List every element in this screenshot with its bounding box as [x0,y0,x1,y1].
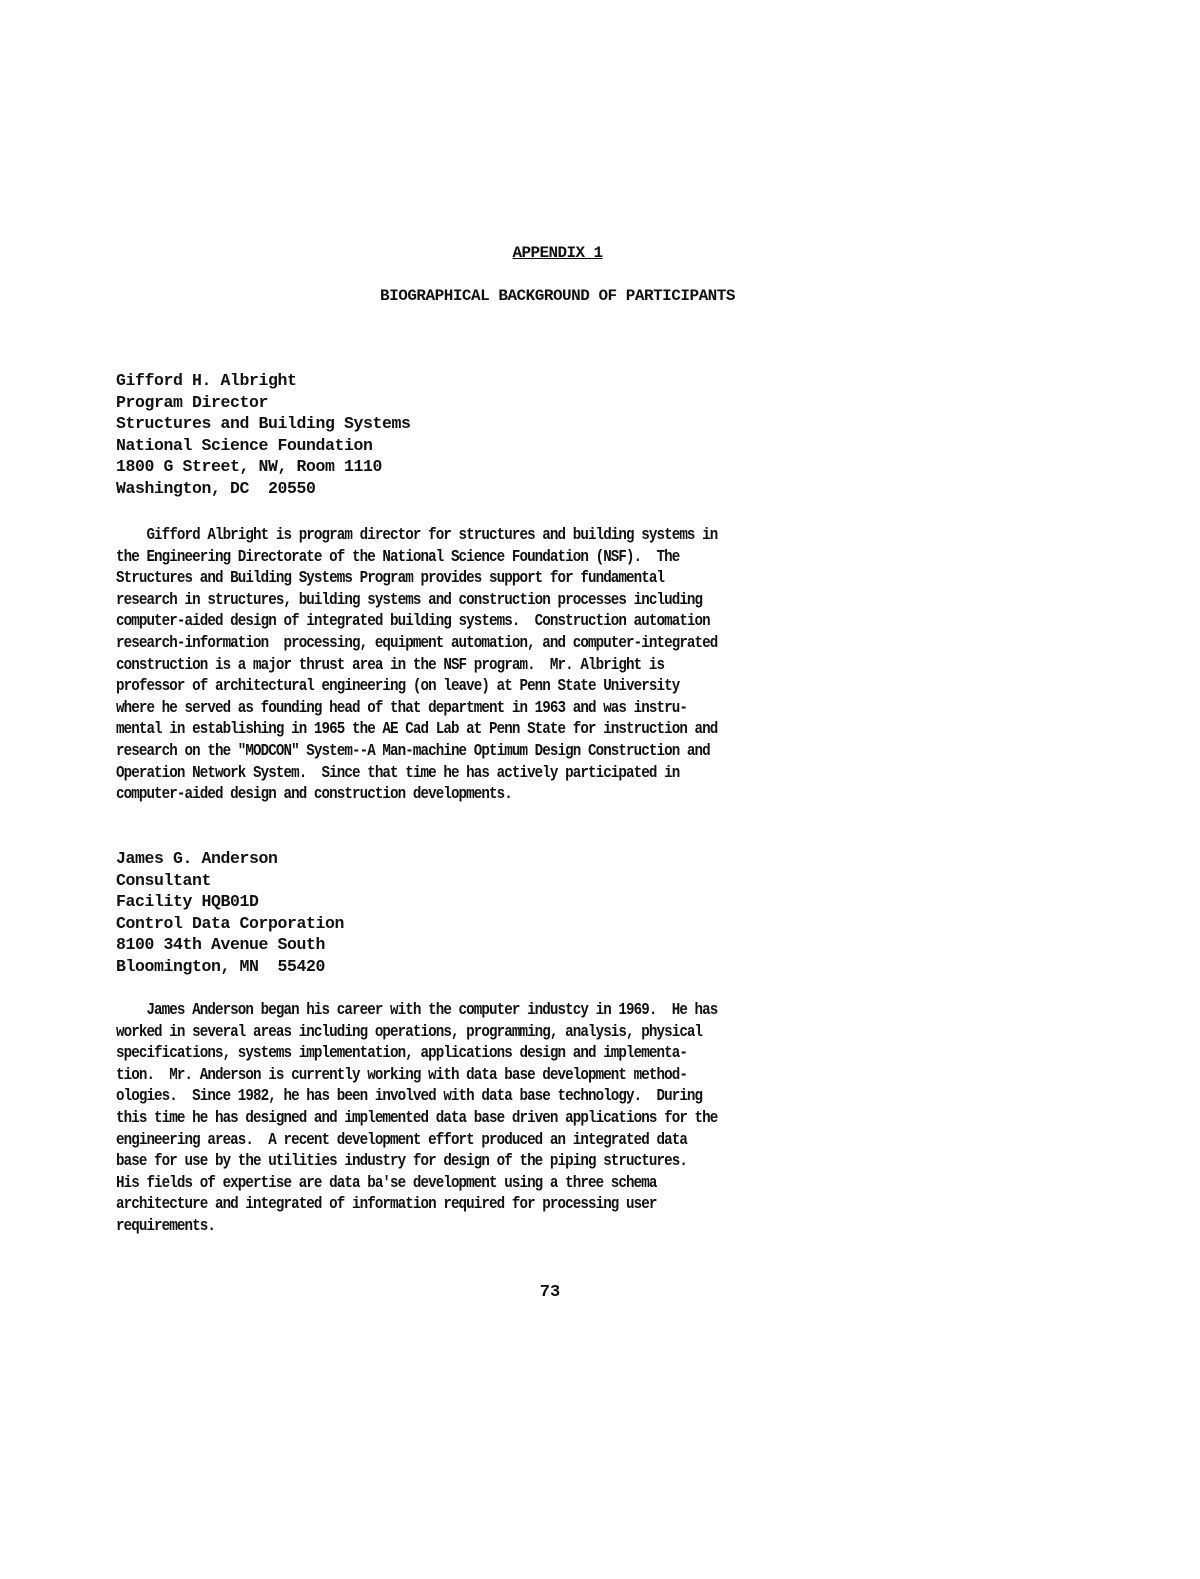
bio-line: specifications, systems implementation, applications design and implementa- [116,1043,687,1063]
bio-line: research on the "MODCON" System--A Man-machine Optimum Design Construction and [116,740,710,760]
bio-line: computer-aided design and construction developments. [116,784,512,804]
appendix-title: APPENDIX 1 [512,244,603,262]
bio-line: research-information processing, equipment automation, and computer-integrated [116,632,718,652]
address-line: National Science Foundation [116,435,373,455]
bio-line: mental in establishing in 1965 the AE Cad Lab at Penn State for instruction and [116,719,718,739]
bio-line: tion. Mr. Anderson is currently working with data base development method- [116,1064,687,1084]
participant-name: Gifford H. Albright [116,371,297,390]
bio-line: research in structures, building systems and construction processes including [116,589,703,609]
bio-line: where he served as founding head of that department in 1963 and was instru- [116,697,687,717]
bio-line: professor of architectural engineering (on leave) at Penn State University [116,676,680,696]
address-line: Control Data Corporation [116,913,345,933]
bio-line: computer-aided design of integrated building systems. Construction automation [116,611,710,631]
address-line: Washington, DC 20550 [116,478,316,498]
participant-address-anderson [116,848,996,978]
participant-address-albright [116,370,996,500]
address-line: 8100 34th Avenue South [116,935,326,955]
participant-bio-albright [116,524,996,805]
bio-line: architecture and integrated of information required for processing user [116,1194,657,1214]
bio-line: construction is a major thrust area in the NSF program. Mr. Albright is [116,654,665,674]
bio-line: His fields of expertise are data ba'se development using a three schema [116,1172,657,1192]
participant-name: James G. Anderson [116,849,278,868]
participant-title: Program Director [116,392,269,412]
address-line: Bloomington, MN 55420 [116,956,326,976]
address-line: Facility HQB01D [116,892,259,912]
bio-line: this time he has designed and implemented data base driven applications for the [116,1107,718,1127]
bio-line: Structures and Building Systems Program provides support for fundamental [116,568,665,588]
bio-line: ologies. Since 1982, he has been involved with data base technology. During [116,1086,703,1106]
bio-line: base for use by the utilities industry for design of the piping structures. [116,1151,687,1171]
bio-line: James Anderson began his career with the computer industcy in 1969. He has [116,1000,718,1019]
bio-line: the Engineering Directorate of the National Science Foundation (NSF). The [116,546,680,566]
participant-title: Consultant [116,870,212,890]
bio-line: worked in several areas including operations, programming, analysis, physical [116,1021,703,1041]
address-line: Structures and Building Systems [116,414,411,434]
page-number: 73 [539,1283,561,1302]
section-heading: BIOGRAPHICAL BACKGROUND OF PARTICIPANTS [380,287,735,305]
address-line: 1800 G Street, NW, Room 1110 [116,457,383,477]
bio-line: requirements. [116,1215,215,1235]
bio-line: Gifford Albright is program director for structures and building systems in [116,525,718,544]
bio-line: Operation Network System. Since that time he has actively participated in [116,762,680,782]
bio-line: engineering areas. A recent development effort produced an integrated data [116,1129,687,1149]
participant-bio-anderson [116,999,996,1237]
